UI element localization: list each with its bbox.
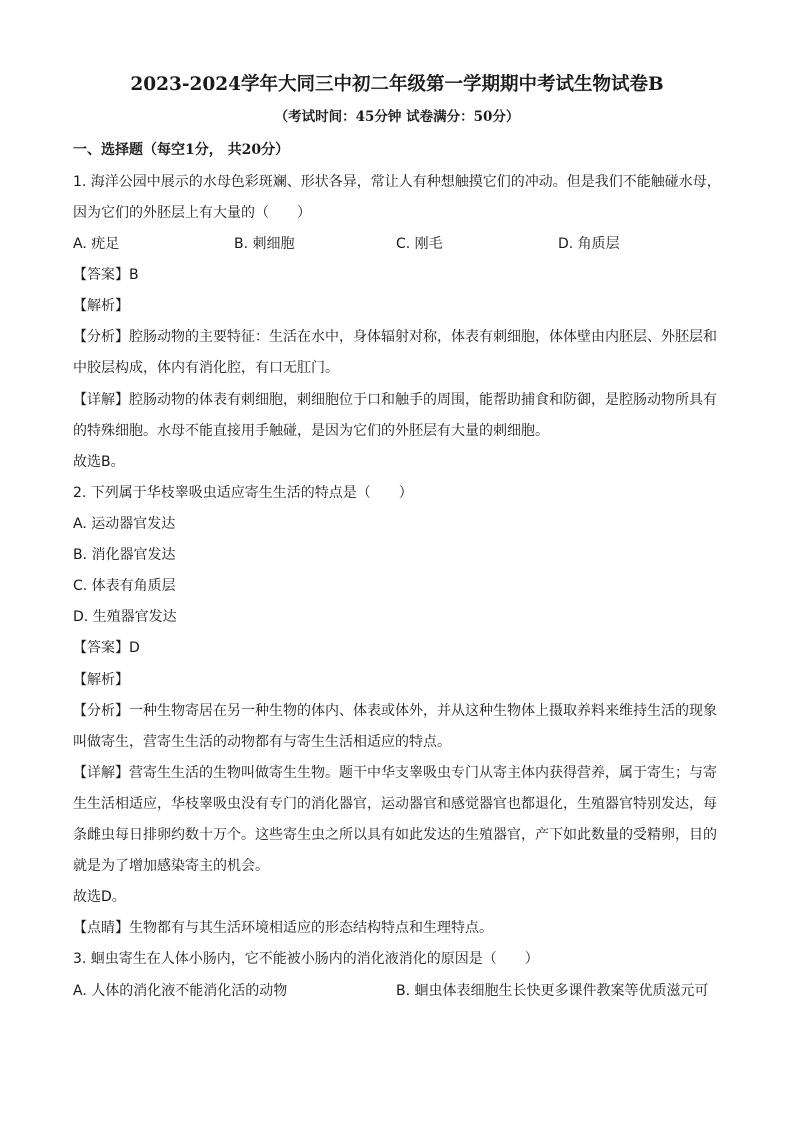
q1-analysis-label: 【解析】: [73, 298, 129, 314]
q1-conclusion: 故选B。: [73, 454, 125, 470]
q2-answer: 【答案】D: [73, 640, 140, 656]
q2-fenxi-line1: 【分析】一种生物寄居在另一种生物的体内、体表或体外，并从这种生物体上摄取养料来维持生活的现象: [73, 703, 717, 719]
q2-detail-line3: 条雌虫每日排卵约数十万个。这些寄生虫之所以具有如此发达的生殖器官，产下如此数量的受精卵，目的: [73, 827, 717, 843]
q1-fenxi-line1: 【分析】腔肠动物的主要特征：生活在水中，身体辐射对称，体表有刺细胞，体体壁由内胚层、外胚层和: [73, 329, 717, 345]
q2-option-a: A. 运动器官发达: [73, 516, 176, 532]
q1-option-a: A. 疣足: [73, 236, 120, 252]
q2-option-d: D. 生殖器官发达: [73, 609, 177, 625]
q3-option-b: B. 蛔虫体表细胞生长快更多课件教案等优质滋元可: [396, 983, 709, 999]
q2-conclusion: 故选D。: [73, 889, 126, 905]
exam-info: （考试时间：45分钟 试卷满分：50分）: [274, 109, 520, 125]
q2-stem: 2. 下列属于华枝睾吸虫适应寄生生活的特点是（ ）: [73, 485, 413, 501]
page-title: 2023-2024学年大同三中初二年级第一学期期中考试生物试卷B: [130, 74, 664, 95]
q1-fenxi-line2: 中胶层构成，体内有消化腔，有口无肛门。: [73, 360, 339, 376]
q1-option-b: B. 刺细胞: [234, 236, 295, 252]
q2-fenxi-line2: 叫做寄生，营寄生生活的动物都有与寄生生活相适应的特点。: [73, 734, 451, 750]
q2-analysis-label: 【解析】: [73, 672, 129, 688]
q1-option-d: D. 角质层: [558, 236, 620, 252]
q1-detail-line2: 的特殊细胞。水母不能直接用手触碰，是因为它们的外胚层有大量的刺细胞。: [73, 423, 549, 439]
q1-answer: 【答案】B: [73, 267, 139, 283]
q2-key-point: 【点睛】生物都有与其生活环境相适应的形态结构特点和生理特点。: [73, 920, 493, 936]
q2-detail-line1: 【详解】营寄生生活的生物叫做寄生生物。题干中华支睾吸虫专门从寄主体内获得营养，属于寄生；与寄: [73, 765, 717, 781]
q2-option-c: C. 体表有角质层: [73, 578, 176, 594]
q3-stem: 3. 蛔虫寄生在人体小肠内，它不能被小肠内的消化液消化的原因是（ ）: [73, 951, 539, 967]
q3-option-a: A. 人体的消化液不能消化活的动物: [73, 983, 288, 999]
q2-option-b: B. 消化器官发达: [73, 547, 176, 563]
q2-detail-line2: 生生活相适应，华枝睾吸虫没有专门的消化器官，运动器官和感觉器官也都退化，生殖器官特别发达，每: [73, 796, 717, 812]
q1-stem-line2: 因为它们的外胚层上有大量的（ ）: [73, 205, 311, 221]
q1-detail-line1: 【详解】腔肠动物的体表有刺细胞，刺细胞位于口和触手的周围，能帮助捕食和防御，是腔肠动物所具有: [73, 392, 717, 408]
q1-option-c: C. 刚毛: [396, 236, 443, 252]
section-heading: 一、选择题（每空1分， 共20分）: [73, 142, 290, 158]
q2-detail-line4: 就是为了增加感染寄主的机会。: [73, 858, 269, 874]
q1-stem-line1: 1. 海洋公园中展示的水母色彩斑斓、形状各异，常让人有种想触摸它们的冲动。但是我们不能触碰水母，: [73, 174, 721, 190]
